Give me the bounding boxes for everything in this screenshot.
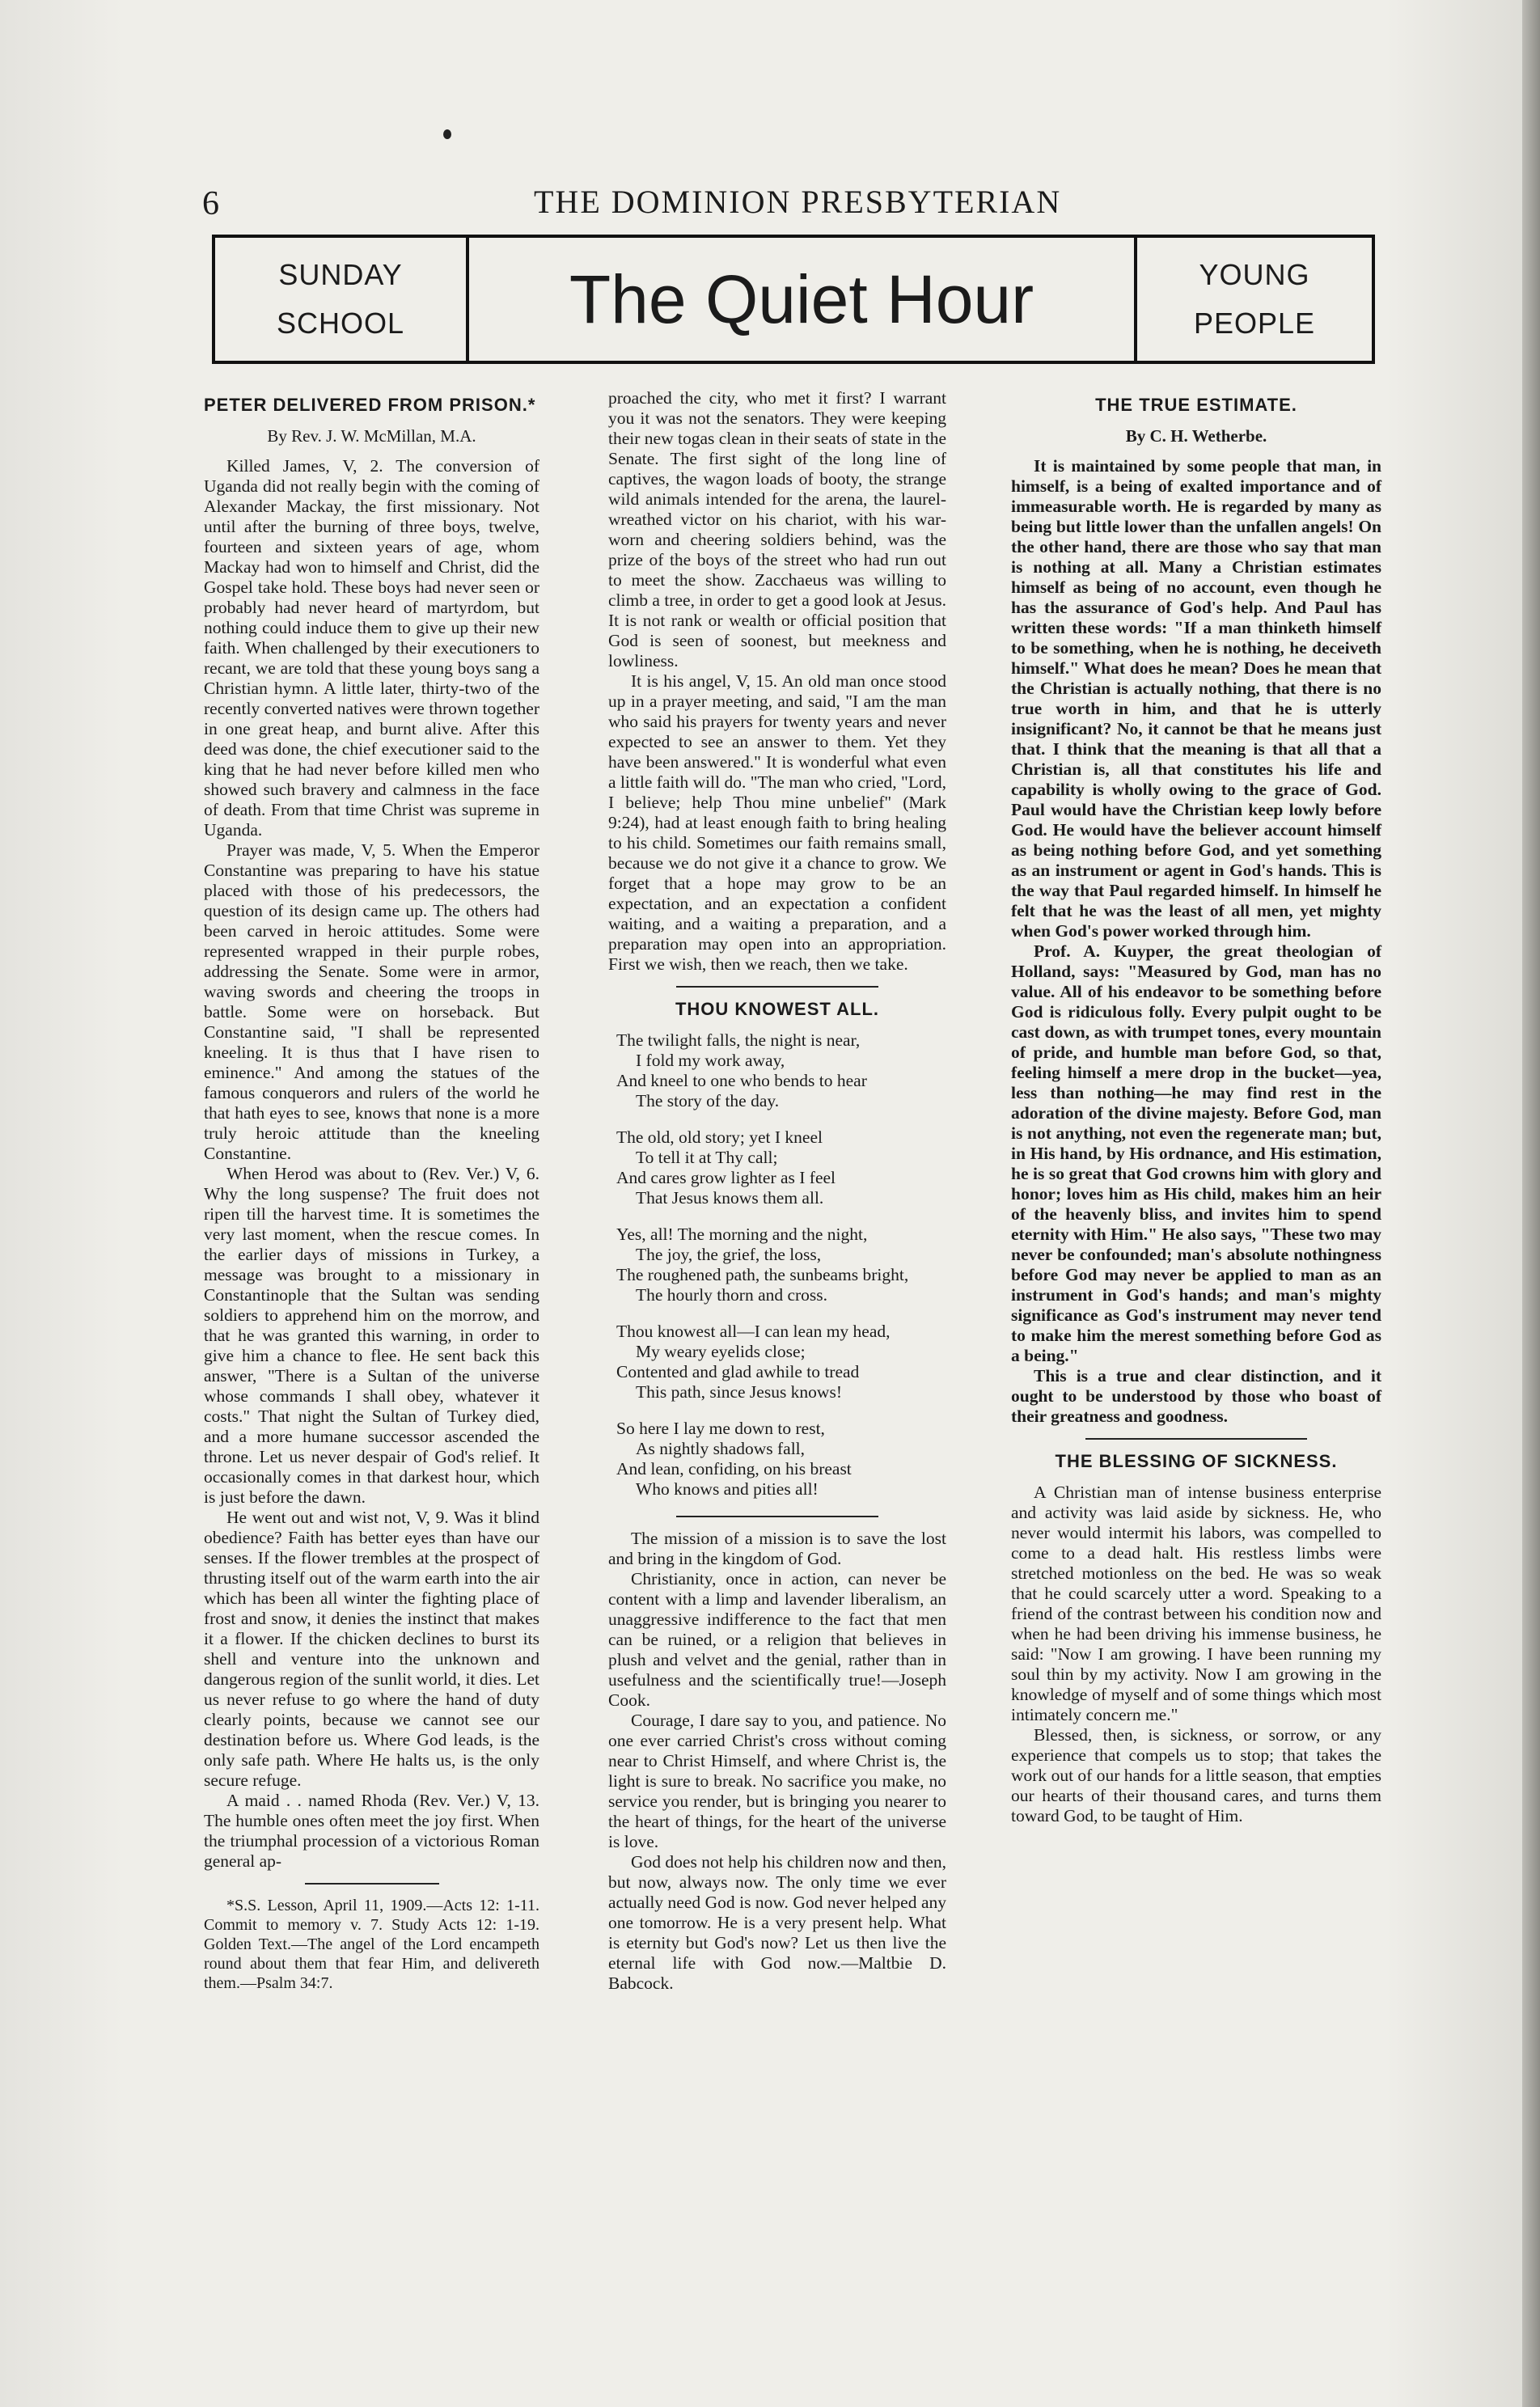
poem-line: So here I lay me down to rest,	[616, 1419, 825, 1438]
poem-stanza	[608, 1225, 946, 1305]
footnote: *S.S. Lesson, April 11, 1909.—Acts 12: 1-11. Commit to memory v. 7. Study Acts 12: 1-19. Golden Text.—The angel of the Lord encampeth round about them that fear Him, and delivereth them.—Psalm 34:7.	[204, 1897, 539, 1992]
byline-wetherbe: By C. H. Wetherbe.	[1125, 426, 1267, 446]
paragraph: This is a true and clear distinction, and it ought to be understood by those who boast of their greatness and goodness.	[1011, 1366, 1381, 1426]
article-title-peter: PETER DELIVERED FROM PRISON.*	[204, 395, 536, 415]
page-number: 6	[202, 185, 219, 222]
column-2	[608, 388, 946, 1994]
paragraph: proached the city, who met it first? I warrant you it was not the senators. They were keeping their new togas clean in their seats of state in the Senate. The first sight of the long line of captives, the wagon loads of booty, the strange wild animals intended for the arena, the laurel-wreathed victor on his chariot, with his war-worn and cheering soldiers behind, was the prize of the boys of the street who had run out to meet the show. Zacchaeus was willing to climb a tree, in order to get a good look at Jesus. It is not rank or wealth or official position that God is seen of soonest, but meekness and lowliness.	[608, 388, 946, 670]
page-edge	[1522, 0, 1540, 2407]
paragraph: A Christian man of intense business enterprise and activity was laid aside by sickness. He, who never would intermit his labors, was compelled to come to a dead halt. His restless limbs were stretched motionless on the bed. He was so weak that he could scarcely utter a word. Speaking to a friend of the contrast between his condition now and when he had been driving his immense business, he said: "Now I am growing. I have been running my soul thin by my activity. Now I am growing in the knowledge of myself and of some things which most intimately concern me."	[1011, 1483, 1381, 1724]
paragraph: Prof. A. Kuyper, the great theologian of Holland, says: "Measured by God, man has no value. All of his endeavor to be something before God is ridiculous folly. Every pulpit ought to be cast down, as with trumpet tones, every mountain of pride, and humble man before God, so that, feeling himself a mere drop in the bucket—yea, less than nothing—he may find rest in the adoration of the divine majesty. Before God, man is not anything, not even the regenerate man; but, in His hand, by His ordnance, and His estimation, he is so great that God crowns him with glory and honor; loves him as His child, makes him an heir of the heavenly bliss, and invites him to spend eternity with Him." He also says, "These two may never be confounded; man's absolute nothingness before God may never be applied to man as an instrument in God's hands; and man's mighty significance as God's instrument may never tend to make him the merest something before God as a being."	[1011, 941, 1381, 1365]
running-head: THE DOMINION PRESBYTERIAN	[534, 184, 1062, 220]
paragraph: A maid . . named Rhoda (Rev. Ver.) V, 13. The humble ones often meet the joy first. When the triumphal procession of a victorious Roman general ap-	[204, 1791, 539, 1871]
paragraph: He went out and wist not, V, 9. Was it blind obedience? Faith has better eyes than have our senses. If the flower trembles at the prospect of thrusting itself out of the warm earth into the air which has been all winter the fighting place of frost and snow, it denies the instinct that makes it a flower. If the chicken declines to burst its shell and venture into the unknown and dangerous region of the sunlit world, it dies. Let us never refuse to go where the hand of duty clearly points, because we cannot see our destination before us. Where God leads, is the only safe path. Where He halts us, is the only secure refuge.	[204, 1508, 539, 1790]
paragraph: God does not help his children now and then, but now, always now. The only time we ever actually need God is now. God never helped any one tomorrow. He is a very present help. What is eternity but God's now? Let us then live the eternal life with God now.—Maltbie D. Babcock.	[608, 1852, 946, 1993]
paragraph: It is maintained by some people that man, in himself, is a being of exalted importance and of immeasurable worth. He is regarded by many as being but little lower than the unfallen angels! On the other hand, there are those who say that man is nothing at all. Many a Christian estimates himself as being of no account, even though he has the assurance of God's help. And Paul has written these words: "If a man thinketh himself to be something, when he is nothing, he deceiveth himself." What does he mean? Does he mean that the Christian is actually nothing, that there is no true worth in him, and that he is utterly insignificant? No, it cannot be that he means just that. I think that the meaning is that all that a Christian is, all that constitutes his life and capability is wholly owing to the grace of God. Paul would have the Christian keep lowly before God. He would have the believer account himself as being nothing before God, and yet something as an instrument or agent in God's hands. This is the way that Paul regarded himself. In himself he felt that he was the least of all men, yet mighty when God's power worked through him.	[1011, 456, 1381, 941]
paragraph: The mission of a mission is to save the lost and bring in the kingdom of God.	[608, 1529, 946, 1568]
poem-stanza	[608, 1322, 946, 1402]
poem-line: And cares grow lighter as I feel	[616, 1168, 836, 1187]
section-banner	[212, 235, 1375, 364]
poem-line: That Jesus knows them all.	[636, 1188, 824, 1208]
poem-line: The hourly thorn and cross.	[636, 1285, 828, 1305]
poem-line: And kneel to one who bends to hear	[616, 1071, 867, 1090]
banner-title: The Quiet Hour	[569, 260, 1034, 337]
poem-line: This path, since Jesus knows!	[636, 1382, 842, 1402]
banner-left	[215, 238, 469, 361]
paragraph: Christianity, once in action, can never be content with a limp and lavender liberalism, an unaggressive indifference to the fact that men can be ruined, or a religion that believes in plush and velvet and the genial, rather than in usefulness and the scientifically true!—Joseph Cook.	[608, 1569, 946, 1710]
poem-line: The joy, the grief, the loss,	[636, 1245, 822, 1264]
byline-mcmillan: By Rev. J. W. McMillan, M.A.	[267, 426, 476, 446]
poem-line: The old, old story; yet I kneel	[616, 1127, 823, 1147]
poem-line: Thou knowest all—I can lean my head,	[616, 1322, 891, 1341]
column-3	[1011, 388, 1381, 1826]
paragraph: Prayer was made, V, 5. When the Emperor Constantine was preparing to have his statue placed with those of his predecessors, the question of its design came up. The others had been carved in heroic attitudes. Some were represented wrapped in their purple robes, addressing the Senate. Some were in armor, waving swords and cheering the troops in battle. Some were on horseback. But Constantine said, "I shall be represented kneeling. It is thus that I have risen to eminence." And among the statues of the famous conquerors and rulers of the world he that hath eyes to see, knows that none is a more truly heroic attitude than the kneeling Constantine.	[204, 840, 539, 1163]
divider	[676, 986, 879, 988]
divider	[1085, 1438, 1308, 1440]
paragraph: Blessed, then, is sickness, or sorrow, or any experience that compels us to stop; that takes the work out of our hands for a little season, that empties our hearts of their thousand cares, and turns them toward God, to be taught of Him.	[1011, 1725, 1381, 1825]
poem-line: I fold my work away,	[636, 1051, 785, 1070]
poem-line: To tell it at Thy call;	[636, 1148, 778, 1167]
poem-line: The story of the day.	[636, 1091, 780, 1110]
poem-line: The twilight falls, the night is near,	[616, 1030, 861, 1050]
divider	[676, 1516, 879, 1517]
banner-left-line1: SUNDAY	[278, 258, 403, 291]
banner-right-line1: YOUNG	[1199, 258, 1310, 291]
banner-right	[1134, 238, 1372, 361]
article-title-true-estimate: THE TRUE ESTIMATE.	[1095, 395, 1297, 415]
poem-stanza	[608, 1419, 946, 1500]
banner-right-line2: PEOPLE	[1193, 307, 1316, 340]
column-1	[204, 388, 539, 1993]
paragraph: Killed James, V, 2. The conversion of Uganda did not really begin with the coming of Alexander Mackay, the first missionary. Not until after the burning of three boys, twelve, fourteen and sixteen years of age, whom Mackay had won to himself and Christ, did the Gospel take hold. These boys had never seen or probably had never heard of martyrdom, but nothing could induce them to give up their new faith. When challenged by their executioners to recant, we are told that these young boys sang a Christian hymn. A little later, thirty-two of the recently converted natives were thrown together in one great heap, and burnt alive. After this deed was done, the chief executioner said to the king that he had never before killed men who showed such bravery and calmness in the face of death. From that time Christ was supreme in Uganda.	[204, 456, 539, 840]
ink-speck	[443, 129, 451, 139]
poem-line: Contented and glad awhile to tread	[616, 1362, 860, 1381]
poem-line: As nightly shadows fall,	[636, 1439, 806, 1458]
poem-line: The roughened path, the sunbeams bright,	[616, 1265, 909, 1284]
poem-line: Who knows and pities all!	[636, 1479, 819, 1499]
poem-line: Yes, all! The morning and the night,	[616, 1225, 868, 1244]
divider	[305, 1883, 439, 1885]
poem-line: And lean, confiding, on his breast	[616, 1459, 852, 1478]
paragraph: It is his angel, V, 15. An old man once stood up in a prayer meeting, and said, "I am the man who said his prayers for twenty years and never expected to see an answer to them. Yet they have been answered." It is wonderful what even a little faith will do. "The man who cried, "Lord, I believe; help Thou mine unbelief" (Mark 9:24), had at least enough faith to bring healing to his child. Sometimes our faith remains small, because we do not give it a chance to grow. We forget that a hope may grow to be an expectation, and an expectation a confident waiting, and a waiting a preparation, and a preparation may open into an appropriation. First we wish, then we reach, then we take.	[608, 671, 946, 974]
poem-stanza	[608, 1127, 946, 1208]
banner-left-line2: SCHOOL	[276, 307, 405, 340]
article-title-blessing: THE BLESSING OF SICKNESS.	[1055, 1451, 1338, 1471]
paragraph: When Herod was about to (Rev. Ver.) V, 6. Why the long suspense? The fruit does not ripen till the harvest time. It is sometimes the very last moment, when the rescue comes. In the earlier days of missions in Turkey, a message was brought to a missionary in Constantinople that the Sultan was sending soldiers to apprehend him on the morrow, and that he was granted this warning, in order to give him a chance to flee. He sent back this answer, "There is a Sultan of the universe whose commands I shall obey, whatever it costs." That night the Sultan of Turkey died, and a more humane successor ascended the throne. Let us never despair of God's relief. It occasionally comes in that darkest hour, which is just before the dawn.	[204, 1164, 539, 1507]
poem-title: THOU KNOWEST ALL.	[675, 999, 880, 1019]
paragraph: Courage, I dare say to you, and patience. No one ever carried Christ's cross without coming near to Christ Himself, and where Christ is, the light is sure to break. No sacrifice you make, no service you render, but is bringing you nearer to the heart of things, for the heart of the universe is love.	[608, 1711, 946, 1851]
poem-stanza	[608, 1030, 946, 1111]
poem-line: My weary eyelids close;	[636, 1342, 806, 1361]
